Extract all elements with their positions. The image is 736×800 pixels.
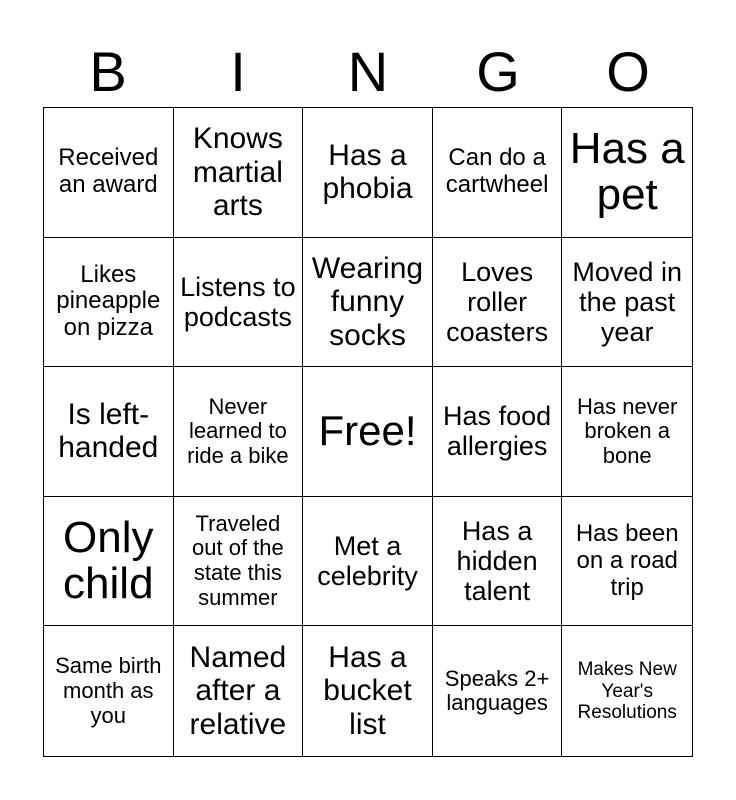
- bingo-cell-r1-c2[interactable]: Knows martial arts: [174, 108, 304, 238]
- bingo-cell-r4-c2[interactable]: Traveled out of the state this summer: [174, 497, 304, 627]
- bingo-cell-r3-c1[interactable]: Is left-handed: [44, 367, 174, 497]
- header-letter-i: I: [230, 40, 246, 103]
- bingo-cell-r1-c3[interactable]: Has a phobia: [303, 108, 433, 238]
- bingo-cell-r4-c5[interactable]: Has been on a road trip: [562, 497, 692, 627]
- bingo-cell-r3-c4[interactable]: Has food allergies: [433, 367, 563, 497]
- bingo-board: [43, 107, 693, 757]
- bingo-cell-r2-c4[interactable]: Loves roller coasters: [433, 238, 563, 368]
- header-letter-n: N: [347, 40, 389, 103]
- header-letter-b: B: [89, 40, 127, 103]
- bingo-cell-r1-c4[interactable]: Can do a cartwheel: [433, 108, 563, 238]
- header-letter-g: G: [476, 40, 520, 103]
- bingo-cell-r4-c3[interactable]: Met a celebrity: [303, 497, 433, 627]
- bingo-cell-r3-c2[interactable]: Never learned to ride a bike: [174, 367, 304, 497]
- header-letter-o: O: [606, 40, 650, 103]
- bingo-cell-r2-c2[interactable]: Listens to podcasts: [174, 238, 304, 368]
- bingo-cell-r1-c5[interactable]: Has a pet: [562, 108, 692, 238]
- bingo-cell-r2-c1[interactable]: Likes pineapple on pizza: [44, 238, 174, 368]
- bingo-cell-r3-c5[interactable]: Has never broken a bone: [562, 367, 692, 497]
- bingo-cell-r5-c1[interactable]: Same birth month as you: [44, 626, 174, 756]
- bingo-cell-r5-c3[interactable]: Has a bucket list: [303, 626, 433, 756]
- bingo-cell-r2-c5[interactable]: Moved in the past year: [562, 238, 692, 368]
- bingo-cell-r1-c1[interactable]: Received an award: [44, 108, 174, 238]
- bingo-cell-free-space[interactable]: Free!: [303, 367, 433, 497]
- bingo-cell-r5-c4[interactable]: Speaks 2+ languages: [433, 626, 563, 756]
- bingo-cell-r5-c2[interactable]: Named after a relative: [174, 626, 304, 756]
- bingo-cell-r2-c3[interactable]: Wearing funny socks: [303, 238, 433, 368]
- bingo-cell-r4-c4[interactable]: Has a hidden talent: [433, 497, 563, 627]
- bingo-header: [43, 38, 693, 106]
- bingo-cell-r5-c5[interactable]: Makes New Year's Resolutions: [577, 659, 677, 723]
- bingo-cell-r4-c1[interactable]: Only child: [44, 497, 174, 627]
